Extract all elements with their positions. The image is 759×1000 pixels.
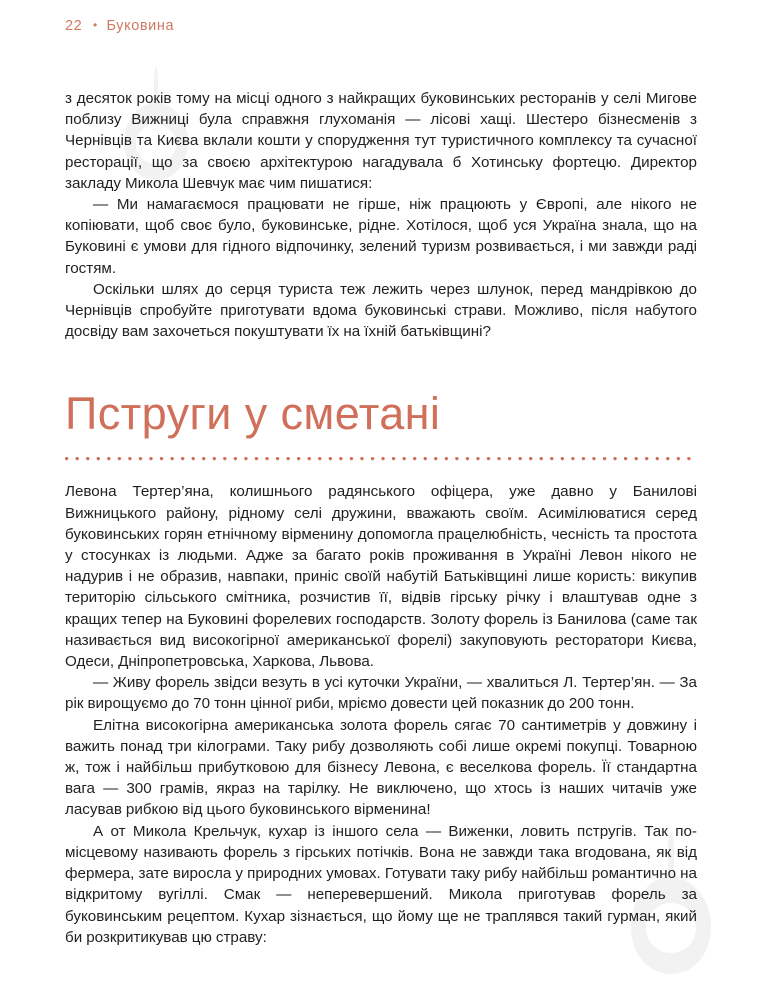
lead-paragraph: — Ми намагаємося працювати не гірше, ніж працюють у Європі, але нікого не копіювати, щоб своє було, буковинське, рідне. Хотілося, щоб уся Україна знала, що на Буковині є умови для гідного відпочинку, зелений туризм розвивається, і ми завжди раді гостям. bbox=[65, 196, 697, 277]
running-head-separator: • bbox=[92, 18, 98, 32]
lead-paragraph: Оскільки шлях до серця туриста теж лежить через шлунок, перед мандрівкою до Чернівців спробуйте приготувати вдома буковинські страви. Можливо, після набутого досвіду вам захочеться покуштувати їх на їхній батьківщині? bbox=[65, 280, 697, 341]
recipe-paragraph: — Живу форель звідси везуть в усі куточки України, — хвалиться Л. Тертер’ян. — За рік вирощуємо до 70 тонн цінної риби, мріємо довести цей показник до 200 тонн. bbox=[65, 674, 697, 713]
lead-paragraph: з десяток років тому на місці одного з найкращих буковинських ресторанів у селі Мигове поблизу Вижниці була справжня глухоманія — лісові хащі. Шестеро бізнесменів з Чернівців та Києва вклали кошти у спорудження тут туристичного комплексу та сучасної ресторації, що за своєю архітектурою нагадувала б Хотинську фортецю. Директор закладу Микола Шевчук має чим пишатися: bbox=[65, 90, 697, 192]
recipe-paragraph: Левона Тертер’яна, колишнього радянського офіцера, уже давно у Банилові Вижницького району, рідному селі дружини, вважають своїм. Асимілюватися серед буковинських горян етнічному вірменину допомогла працелюбність, чесність та простота у стосунках із людьми. Адже за багато років проживання в Україні Левон нікого не надурив і не образив, навпаки, приніс своїй набутій Батьківщині лише користь: викупив територію сільського смітника, розчистив її, відвів гірську річку і влаштував одне з кращих тепер на Буковині форелевих господарств. Золоту форель із Банилова (саме так називається вид високогірної американської форелі) закуповують ресторатори Києва, Одеси, Дніпропетровська, Харкова, Львова. bbox=[65, 483, 697, 671]
running-head bbox=[65, 18, 174, 34]
page-number: 22 bbox=[65, 18, 83, 34]
recipe-title: Пструги у сметані bbox=[65, 388, 441, 440]
text-column bbox=[65, 88, 697, 948]
recipe-heading-block bbox=[65, 388, 697, 461]
recipe-paragraph: А от Микола Крельчук, кухар із іншого села — Виженки, ловить пстругів. Так по-місцевому називають форель з гірських потічків. Вона не завжди така вгодована, як від фермера, зате виросла у природних умовах. Готувати таку рибу найбільш романтично на відкритому вугіллі. Смак — неперевершений. Микола приготував форель за буковинським рецептом. Кухар зізнається, що йому ще не траплявся такий гурман, який би розкритикував цю страву: bbox=[65, 822, 697, 946]
recipe-paragraph: Елітна високогірна американська золота форель сягає 70 сантиметрів у довжину і важить понад три кілограми. Таку рибу дозволяють собі лише окремі покупці. Товарною ж, тож і найбільш прибутковою для бізнесу Левона, є веселкова форель. Її стандартна вага — 300 грамів, якраз на тарілку. Не виключено, що хтось із наших читачів уже ласував рибкою від цього буковинського вірменина! bbox=[65, 716, 697, 819]
section-title: Буковина bbox=[106, 18, 175, 34]
dotted-divider bbox=[65, 457, 697, 461]
